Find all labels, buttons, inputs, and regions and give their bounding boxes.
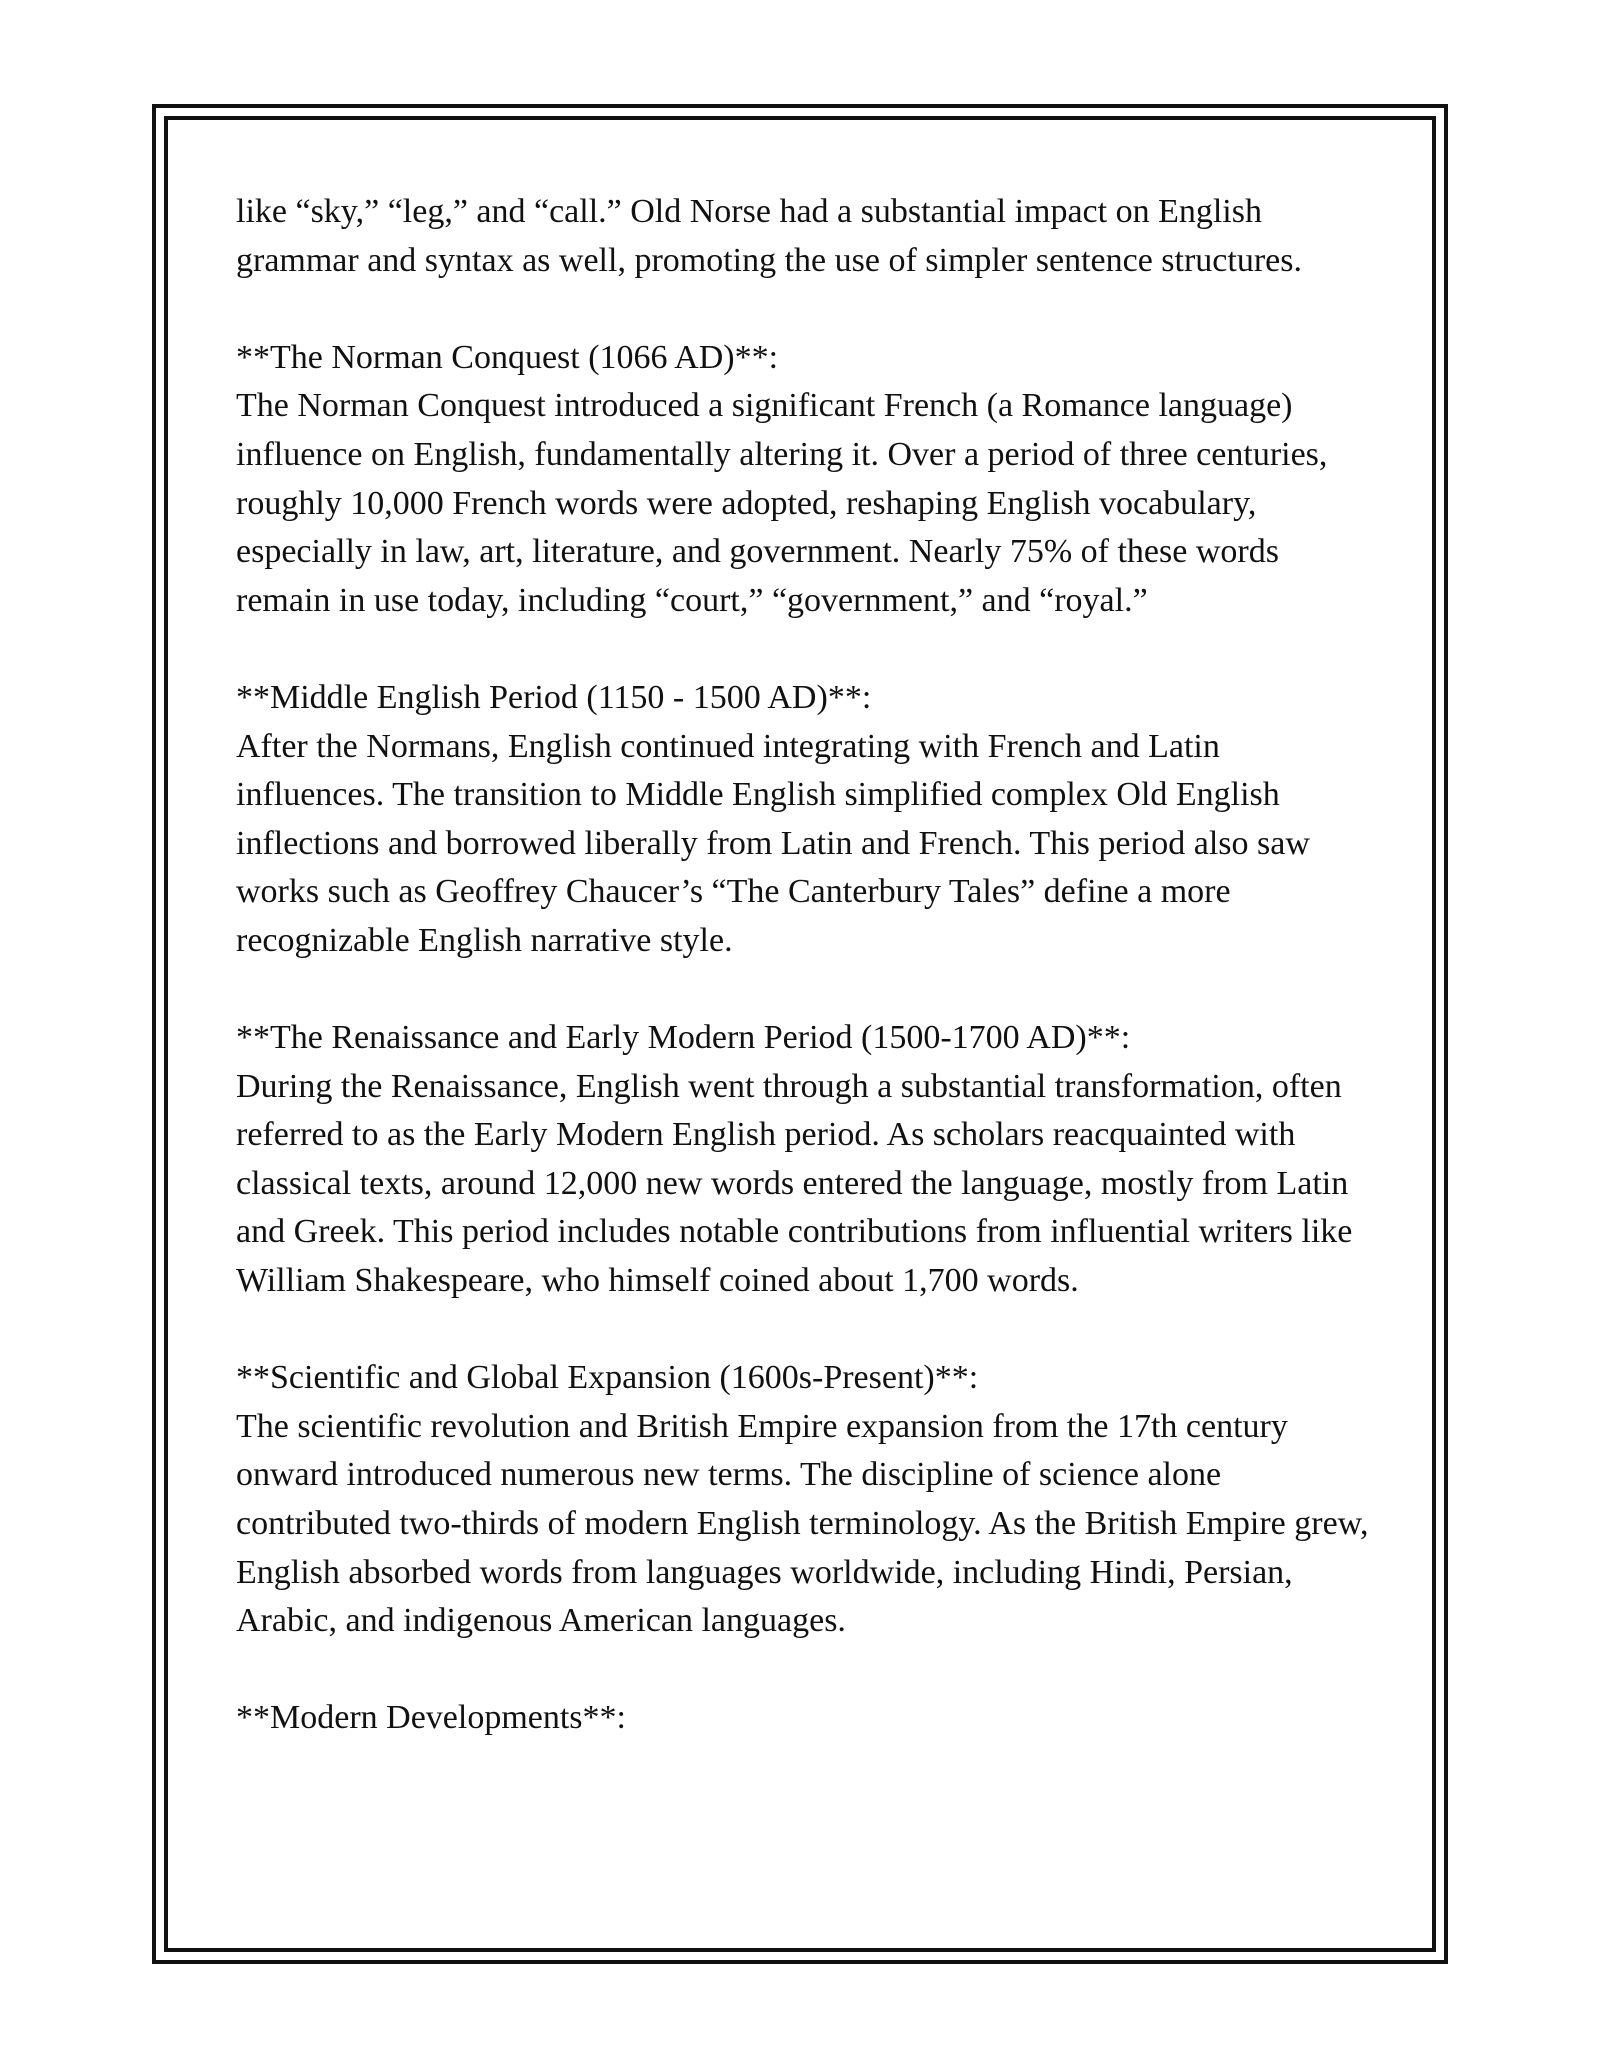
section-heading-scientific-expansion: **Scientific and Global Expansion (1600s-Present)**:	[236, 1359, 979, 1397]
section-heading-middle-english: **Middle English Period (1150 - 1500 AD)**:	[236, 678, 872, 716]
section-heading-modern-developments: **Modern Developments**:	[236, 1699, 626, 1737]
section-body-middle-english: After the Normans, English continued integrating with French and Latin influences. The transition to Middle English simplified complex Old English inflections and borrowed liberally from Latin and French. This period also saw works such as Geoffrey Chaucer’s “The Canterbury Tales” define a more recognizable English narrative style.	[236, 727, 1310, 959]
document-body	[236, 188, 1376, 1743]
section-heading-norman-conquest: **The Norman Conquest (1066 AD)**:	[236, 338, 779, 376]
section-body-scientific-expansion: The scientific revolution and British Empire expansion from the 17th century onward introduced numerous new terms. The discipline of science alone contributed two-thirds of modern English terminology. As the British Empire grew, English absorbed words from languages worldwide, including Hindi, Persian, Arabic, and indigenous American languages.	[236, 1407, 1369, 1640]
section-heading-renaissance: **The Renaissance and Early Modern Period (1500-1700 AD)**:	[236, 1019, 1131, 1057]
intro-paragraph: like “sky,” “leg,” and “call.” Old Norse had a substantial impact on English grammar and syntax as well, promoting the use of simpler sentence structures.	[236, 193, 1302, 279]
section-body-renaissance: During the Renaissance, English went through a substantial transformation, often referred to as the Early Modern English period. As scholars reacquainted with classical texts, around 12,000 new words entered the language, mostly from Latin and Greek. This period includes notable contributions from influential writers like William Shakespeare, who himself coined about 1,700 words.	[236, 1067, 1353, 1300]
section-body-norman-conquest: The Norman Conquest introduced a significant French (a Romance language) influence on English, fundamentally altering it. Over a period of three centuries, roughly 10,000 French words were adopted, reshaping English vocabulary, especially in law, art, literature, and government. Nearly 75% of these words remain in use today, including “court,” “government,” and “royal.”	[236, 387, 1328, 619]
